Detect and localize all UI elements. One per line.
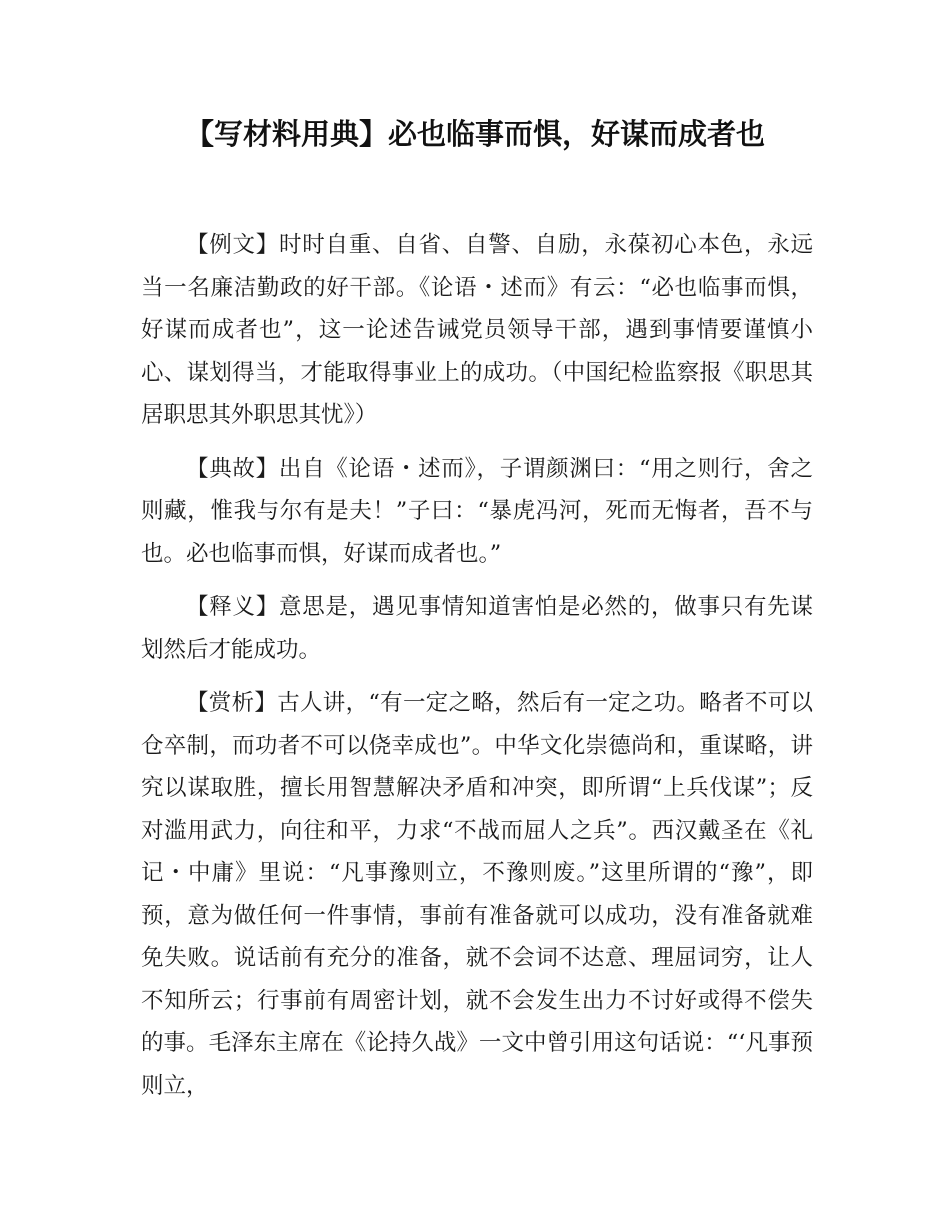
paragraph-text-appreciation: 古人讲，“有一定之略，然后有一定之功。略者不可以仓卒制，而功者不可以侥幸成也”。中华文化崇德尚和，重谋略，讲究以谋取胜，擅长用智慧解决矛盾和冲突，即所谓“上兵伐谋”；反对滥用武力，向往和平，力求“不战而屈人之兵”。西汉戴圣在《礼记・中庸》里说：“凡事豫则立，不豫则废。”这里所谓的“豫”，即预，意为做任何一件事情，事前有准备就可以成功，没有准备就难免失败。说话前有充分的准备，就不会词不达意、理屈词穷，让人不知所云；行事前有周密计划，就不会发生出力不讨好或得不偿失的事。毛泽东主席在《论持久战》一文中曾引用这句话说：“‘凡事预则立，: [141, 690, 813, 1099]
paragraph-example: [141, 224, 813, 437]
document-body: [141, 224, 813, 1118]
paragraph-text-example: 时时自重、自省、自警、自励，永葆初心本色，永远当一名廉洁勤政的好干部。《论语・述而》有云：“必也临事而惧，好谋而成者也”，这一论述告诫党员领导干部，遇到事情要谨慎小心、谋划得当，才能取得事业上的成功。（中国纪检监察报《职思其居职思其外职思其忧》）: [141, 232, 813, 428]
paragraph-tag-appreciation: 【赏析】: [186, 690, 278, 716]
document-title: 【写材料用典】必也临事而惧，好谋而成者也: [184, 117, 765, 151]
paragraph-tag-meaning: 【释义】: [186, 594, 279, 620]
paragraph-text-allusion: 出自《论语・述而》，子谓颜渊曰：“用之则行，舍之则藏，惟我与尔有是夫！”子曰：“暴虎冯河，死而无悔者，吾不与也。必也临事而惧，好谋而成者也。”: [141, 455, 813, 567]
paragraph-tag-example: 【例文】: [186, 232, 279, 258]
paragraph-meaning: [141, 586, 813, 671]
paragraph-text-meaning: 意思是，遇见事情知道害怕是必然的，做事只有先谋划然后才能成功。: [141, 594, 813, 663]
paragraph-tag-allusion: 【典故】: [186, 455, 279, 482]
paragraph-appreciation: [141, 682, 813, 1107]
paragraph-allusion: [141, 448, 813, 576]
